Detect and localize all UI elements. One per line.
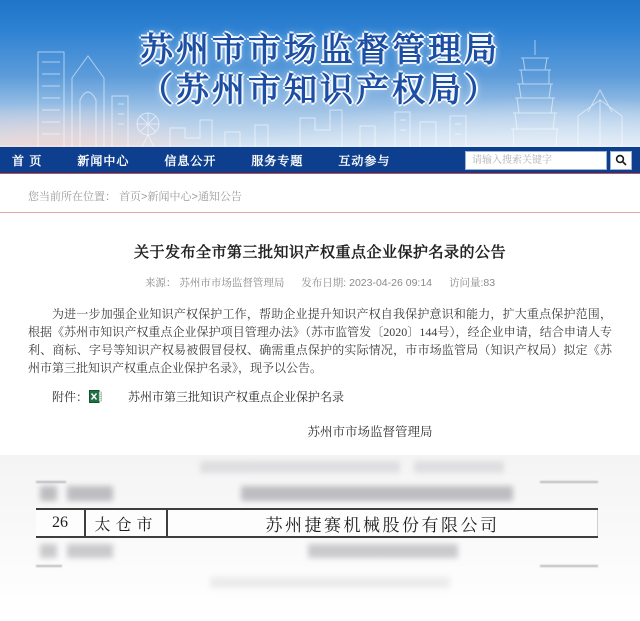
meta-publish-date: 发布日期: 2023-04-26 09:14 [301,277,433,289]
site-banner [0,0,640,147]
table-border-fragment [36,481,66,483]
meta-visit-count: 访问量:83 [448,277,496,289]
nav-item-interaction[interactable]: 互动参与 [338,153,391,168]
nav-item-news[interactable]: 新闻中心 [77,153,130,168]
excel-file-icon [89,390,102,403]
blurred-row [40,486,513,501]
breadcrumb [0,174,640,213]
site-title-line1: 苏州市市场监督管理局 [140,31,500,68]
table-cell-number: 26 [36,510,86,536]
table-cell-district: 太仓市 [86,510,168,536]
article [0,241,640,471]
search-input[interactable] [465,151,607,170]
signature-org: 苏州市市场监督管理局 [307,425,433,439]
table-row [36,508,598,538]
article-paragraph: 为进一步加强企业知识产权保护工作，帮助企业提升知识产权自我保护意识和能力，扩大重点保护范围，根据《苏州市知识产权重点企业保护项目管理办法》（苏市监管发〔2020〕144号），经企业申请，结合申请人专利、商标、字号等知识产权易被假冒侵权、确需重点保护的实际情况，市市场监管局（知识产权局）拟定《苏州市第三批知识产权重点企业保护名录》，现予以公告。 [28,307,612,375]
site-title [0,30,640,110]
blurred-row [210,577,450,588]
article-meta [28,275,612,290]
blurred-row [40,544,458,558]
table-border-fragment [540,565,598,567]
site-title-line2: （苏州市知识产权局） [140,71,500,108]
table-border-fragment [540,481,598,483]
article-title: 关于发布全市第三批知识产权重点企业保护名录的公告 [133,244,506,261]
attachment-table-image [0,455,640,621]
search-button[interactable] [610,151,632,170]
meta-source: 来源： 苏州市市场监督管理局 [144,277,285,289]
attachment-label: 附件： [52,390,89,404]
search-area [465,151,632,170]
nav-menu [8,147,421,173]
breadcrumb-prefix: 您当前所在位置： [28,191,116,203]
main-navbar [0,147,640,174]
magnifier-icon [615,154,627,166]
table-cell-company: 苏州捷赛机械股份有限公司 [168,510,598,536]
table-border-fragment [36,565,62,567]
breadcrumb-path[interactable]: 首页>新闻中心>通知公告 [119,191,242,203]
nav-item-home[interactable]: 首 页 [12,153,43,168]
nav-item-info-disclosure[interactable]: 信息公开 [164,153,217,168]
blurred-row [200,461,504,473]
nav-item-service-topics[interactable]: 服务专题 [251,153,304,168]
attachment-line [28,388,612,405]
attachment-link[interactable]: 苏州市第三批知识产权重点企业保护名录 [128,390,345,404]
